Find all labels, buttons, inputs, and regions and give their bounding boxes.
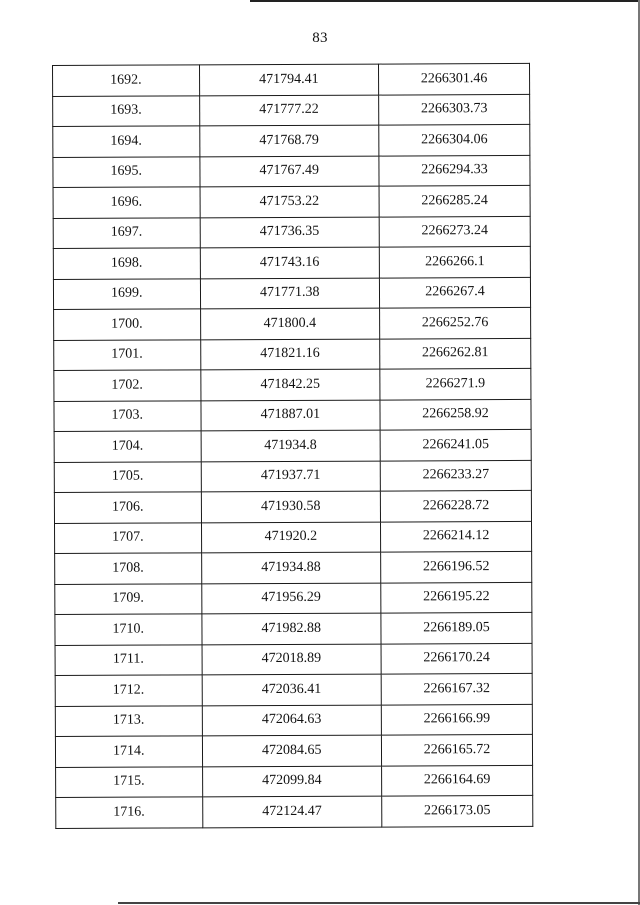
point-index-cell: 1694.: [53, 126, 200, 157]
x-coordinate-cell: 471934.88: [201, 552, 381, 583]
table-row: [53, 277, 530, 310]
x-coordinate-cell: 471937.71: [201, 461, 381, 492]
table-row: [54, 460, 531, 493]
table-row: [55, 643, 532, 676]
x-coordinate-cell: 471736.35: [200, 217, 380, 248]
x-coordinate-cell: 472084.65: [202, 735, 382, 766]
scan-edge-bottom: [118, 902, 640, 904]
x-coordinate-cell: 472124.47: [202, 796, 382, 827]
x-coordinate-cell: 471767.49: [199, 156, 379, 187]
y-coordinate-cell: 2266241.05: [380, 429, 531, 460]
table-row: [56, 795, 533, 828]
page-number: 83: [312, 30, 328, 46]
y-coordinate-cell: 2266214.12: [381, 521, 532, 552]
y-coordinate-cell: 2266273.24: [379, 216, 530, 247]
coordinates-table-body: [53, 63, 533, 828]
point-index-cell: 1710.: [55, 614, 202, 645]
table-row: [54, 338, 531, 371]
point-index-cell: 1711.: [55, 644, 202, 675]
table-row: [53, 185, 530, 218]
point-index-cell: 1699.: [53, 278, 200, 309]
point-index-cell: 1693.: [53, 95, 200, 126]
table-row: [55, 612, 532, 645]
point-index-cell: 1695.: [53, 156, 200, 187]
point-index-cell: 1704.: [54, 431, 201, 462]
x-coordinate-cell: 471771.38: [200, 278, 380, 309]
table-row: [55, 551, 532, 584]
table-row: [53, 124, 530, 157]
y-coordinate-cell: 2266266.1: [379, 246, 530, 277]
coordinates-table: [52, 63, 533, 829]
x-coordinate-cell: 471821.16: [200, 339, 380, 370]
y-coordinate-cell: 2266233.27: [380, 460, 531, 491]
y-coordinate-cell: 2266165.72: [381, 734, 532, 765]
y-coordinate-cell: 2266301.46: [379, 63, 530, 94]
y-coordinate-cell: 2266294.33: [379, 155, 530, 186]
x-coordinate-cell: 471794.41: [199, 64, 379, 95]
table-row: [55, 704, 532, 737]
x-coordinate-cell: 471934.8: [201, 430, 381, 461]
table-row: [54, 307, 531, 340]
y-coordinate-cell: 2266262.81: [380, 338, 531, 369]
point-index-cell: 1706.: [54, 492, 201, 523]
y-coordinate-cell: 2266267.4: [379, 277, 530, 308]
point-index-cell: 1692.: [53, 65, 200, 96]
y-coordinate-cell: 2266258.92: [380, 399, 531, 430]
table-row: [53, 94, 530, 127]
y-coordinate-cell: 2266195.22: [381, 582, 532, 613]
point-index-cell: 1712.: [55, 675, 202, 706]
table-row: [55, 582, 532, 615]
point-index-cell: 1708.: [55, 553, 202, 584]
point-index-cell: 1701.: [54, 339, 201, 370]
x-coordinate-cell: 471743.16: [200, 247, 380, 278]
y-coordinate-cell: 2266167.32: [381, 673, 532, 704]
point-index-cell: 1705.: [54, 461, 201, 492]
point-index-cell: 1698.: [53, 248, 200, 279]
table-row: [54, 429, 531, 462]
y-coordinate-cell: 2266196.52: [381, 551, 532, 582]
y-coordinate-cell: 2266189.05: [381, 612, 532, 643]
x-coordinate-cell: 471842.25: [200, 369, 380, 400]
table-row: [55, 734, 532, 767]
point-index-cell: 1709.: [55, 583, 202, 614]
y-coordinate-cell: 2266252.76: [380, 307, 531, 338]
x-coordinate-cell: 472064.63: [202, 705, 382, 736]
x-coordinate-cell: 471777.22: [199, 95, 379, 126]
scan-edge-top: [250, 0, 640, 2]
y-coordinate-cell: 2266166.99: [381, 704, 532, 735]
x-coordinate-cell: 471753.22: [200, 186, 380, 217]
table-row: [53, 155, 530, 188]
point-index-cell: 1716.: [56, 797, 203, 828]
x-coordinate-cell: 472099.84: [202, 766, 382, 797]
y-coordinate-cell: 2266285.24: [379, 185, 530, 216]
y-coordinate-cell: 2266164.69: [382, 765, 533, 796]
x-coordinate-cell: 471887.01: [201, 400, 381, 431]
point-index-cell: 1714.: [55, 736, 202, 767]
x-coordinate-cell: 471920.2: [201, 522, 381, 553]
point-index-cell: 1707.: [54, 522, 201, 553]
y-coordinate-cell: 2266303.73: [379, 94, 530, 125]
x-coordinate-cell: 471930.58: [201, 491, 381, 522]
point-index-cell: 1702.: [54, 370, 201, 401]
x-coordinate-cell: 471800.4: [200, 308, 380, 339]
table-row: [53, 246, 530, 279]
x-coordinate-cell: 471956.29: [201, 583, 381, 614]
x-coordinate-cell: 472036.41: [202, 674, 382, 705]
y-coordinate-cell: 2266173.05: [382, 795, 533, 826]
x-coordinate-cell: 471768.79: [199, 125, 379, 156]
y-coordinate-cell: 2266304.06: [379, 124, 530, 155]
y-coordinate-cell: 2266170.24: [381, 643, 532, 674]
table-row: [54, 521, 531, 554]
point-index-cell: 1697.: [53, 217, 200, 248]
table-row: [53, 216, 530, 249]
table-row: [55, 673, 532, 706]
table-row: [53, 63, 530, 96]
x-coordinate-cell: 471982.88: [201, 613, 381, 644]
point-index-cell: 1696.: [53, 187, 200, 218]
table-row: [54, 490, 531, 523]
table-row: [54, 399, 531, 432]
x-coordinate-cell: 472018.89: [202, 644, 382, 675]
point-index-cell: 1715.: [56, 766, 203, 797]
y-coordinate-cell: 2266228.72: [380, 490, 531, 521]
table-row: [56, 765, 533, 798]
table-row: [54, 368, 531, 401]
point-index-cell: 1713.: [55, 705, 202, 736]
point-index-cell: 1703.: [54, 400, 201, 431]
y-coordinate-cell: 2266271.9: [380, 368, 531, 399]
point-index-cell: 1700.: [54, 309, 201, 340]
